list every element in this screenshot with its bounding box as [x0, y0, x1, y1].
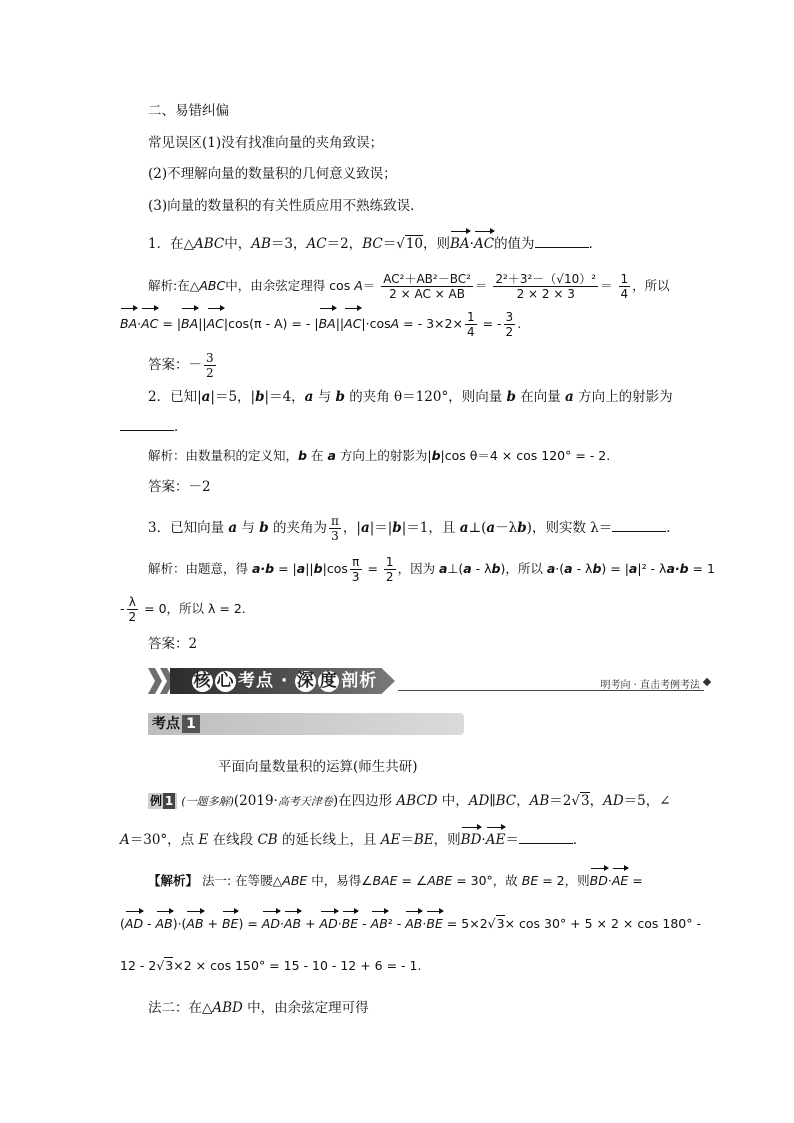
question-3-answer: 答案：2 [148, 636, 198, 652]
kaodian-title: 平面向量数量积的运算(师生共研) [218, 759, 418, 775]
example-1: 例 1 (一题多解)(2019·高考天津卷)在四边形 ABCD 中，AD∥BC，AB＝2√3，AD＝5，∠ [150, 793, 671, 809]
fraction-result: $\frac{1}{4}$ [620, 272, 629, 301]
question-1-answer: 答案：－ $\frac{3}{2}$ [148, 351, 214, 380]
pitfall-line-1: 常见误区(1)没有找准向量的夹角致误； [148, 135, 384, 151]
solution-method-2: 法二：在△ABD 中，由余弦定理可得 [148, 1000, 369, 1016]
answer-blank-2 [120, 416, 174, 431]
question-1: 1．在△ABC中，AB＝3，AC＝2，BC＝√10，则BA·AC的值为 ． [148, 233, 602, 254]
question-2-solution: 解析：由数量积的定义知，b 在 a 方向上的射影为|b|cos θ＝4 × cos 120° = - 2. [148, 448, 611, 463]
question-1-solution-line-2: BA·AC = |BA||AC|cos(π - A) = - |BA||AC|·cosA = - 3×2× $\frac{1}{4}$ = - $\frac{3}{2}$ . [120, 310, 522, 339]
answer-blank-example [519, 829, 573, 844]
banner-subtitle: 明考向 · 直击考例考法 [600, 680, 700, 691]
question-2: 2．已知|a|＝5，|b|＝4，a 与 b 的夹角 θ＝120°，则向量 b 在向量 a 方向上的射影为 [148, 389, 673, 405]
solution-method-1-line-3: 12 - 2√3×2 × cos 150° = 15 - 10 - 12 + 6 = - 1. [120, 958, 422, 973]
pitfall-line-2: (2)不理解向量的数量积的几何意义致误； [148, 166, 397, 182]
pitfall-line-3: (3)向量的数量积的有关性质应用不熟练致误． [148, 198, 424, 214]
banner-title: 核 心 考点 · 深 度 剖析 [193, 671, 378, 691]
question-2-blank-line: ． [120, 416, 188, 437]
solution-method-1: 【解析】 法一: 在等腰△ABE 中，易得∠BAE = ∠ABE = 30°，故 BE = 2，则BD·AE = [148, 871, 643, 891]
fraction-values: $\frac{\text{2²＋3²－（√10）²}}{2 \times 2 \times 3}$ [495, 272, 597, 301]
section-heading: 二、易错纠偏 [148, 103, 229, 119]
diamond-icon [703, 678, 711, 686]
section-banner [148, 666, 710, 698]
question-1-solution: 解析:在△ABC中，由余弦定理得 cos A＝ $\frac{\text{AC²＋AB²－BC²}}{2 \times AC \times AB}$ ＝ $\frac{\text{2²＋3²－（√10）²}}{2 \times 2 \times 3}$ ＝ $\frac{1}{4}$ ，所以 [148, 272, 670, 301]
kaodian-label: 考点 1 [152, 714, 200, 734]
example-badge: 例 1 [148, 793, 177, 809]
solution-method-1-line-2: (AD - AB)·(AB + BE) = AD·AB + AD·BE - AB² - AB·BE = 5×2√3× cos 30° + 5 × 2 × cos 180° - [120, 914, 701, 934]
question-3-solution: 解析：由题意，得 a·b = |a||b|cos $\frac{\pi}{3}$ = $\frac{1}{2}$ ，因为 a⊥(a - λb)，所以 a·(a - λb) = |a|² - λa·b = 1 [148, 555, 715, 584]
question-3-solution-line-2: - $\frac{\lambda}{2}$ = 0，所以 λ = 2. [120, 595, 246, 624]
answer-blank-3 [612, 517, 666, 532]
banner-arrow-icon [148, 668, 162, 694]
answer-blank-1 [535, 233, 589, 248]
question-3: 3．已知向量 a 与 b 的夹角为 $\frac{\pi}{3}$ ，|a|＝|b|＝1，且 a⊥(a－λb)，则实数 λ＝ ． [148, 514, 680, 543]
kaodian-bar [148, 713, 464, 735]
fraction-cosine-law: $\frac{\text{AC²＋AB²－BC²}}{2 \times AC \times AB}$ [383, 272, 471, 301]
question-2-answer: 答案：－2 [148, 479, 211, 495]
example-1-line-2: A＝30°，点 E 在线段 CB 的延长线上，且 AE＝BE，则BD·AE＝ ． [120, 829, 586, 850]
